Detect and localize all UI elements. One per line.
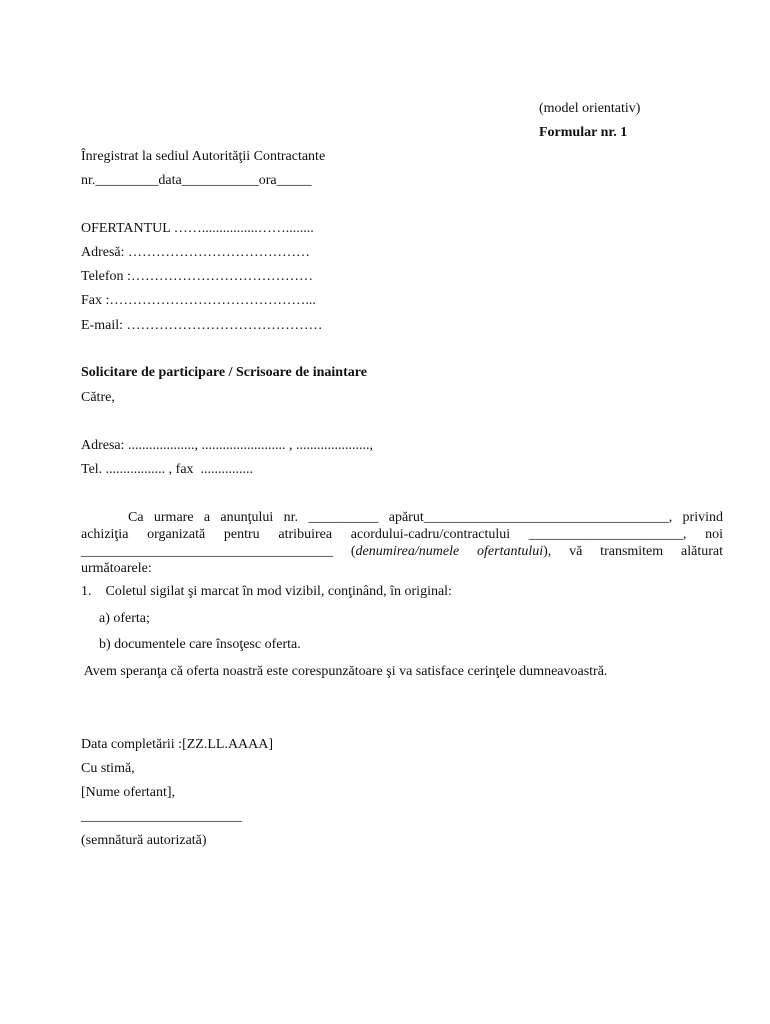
list-item-a: a) oferta; [99, 611, 150, 626]
completion-date: Data completării :[ZZ.LL.AAAA] [81, 737, 274, 752]
letter-title: Solicitare de participare / Scrisoare de inaintare [81, 365, 367, 380]
bidder-email: E-mail: …………………………………… [81, 318, 323, 333]
bidder-address: Adresă: ………………………………… [81, 245, 311, 260]
recipient-to: Către, [81, 390, 115, 405]
registration-numbers: nr._________data___________ora_____ [81, 173, 312, 188]
paragraph-line-3-italic: denumirea/numele ofertantului [355, 544, 544, 559]
model-label: (model orientativ) [539, 101, 641, 116]
form-number: Formular nr. 1 [539, 125, 628, 140]
recipient-phone: Tel. ................. , fax ............... [81, 462, 254, 477]
recipient-address: Adresa: ..................., ........................ , ....................., [81, 438, 374, 453]
bidder-name-placeholder: [Nume ofertant], [81, 785, 176, 800]
paragraph-line-1: Ca urmare a anunţului nr. __________ apărut___________________________________, privind [128, 510, 723, 525]
paragraph-line-4: următoarele: [81, 561, 152, 576]
paragraph-line-3-post: ), vă transmitem alăturat [543, 544, 723, 559]
registration-line: Înregistrat la sediul Autorităţii Contractante [81, 149, 326, 164]
paragraph-line-2: achiziţia organizată pentru atribuirea acordului-cadru/contractului ______________________, noi [81, 527, 723, 542]
signature-label: (semnătură autorizată) [81, 833, 207, 848]
signature-rule: _______________________ [81, 809, 242, 824]
regards: Cu stimă, [81, 761, 135, 776]
bidder-fax: Fax :……………………………………... [81, 293, 316, 308]
bidder-phone: Telefon :………………………………… [81, 269, 313, 284]
bidder-name: OFERTANTUL ……................……........ [81, 221, 314, 236]
paragraph-line-3 [81, 543, 723, 560]
closing-paragraph: Avem speranţa că oferta noastră este corespunzătoare şi va satisface cerinţele dumneavoastră. [81, 664, 608, 679]
paragraph-line-3-pre: ____________________________________ ( [81, 544, 356, 559]
list-item-1: 1. Coletul sigilat şi marcat în mod vizibil, conţinând, în original: [81, 584, 452, 599]
list-item-b: b) documentele care însoţesc oferta. [99, 637, 301, 652]
